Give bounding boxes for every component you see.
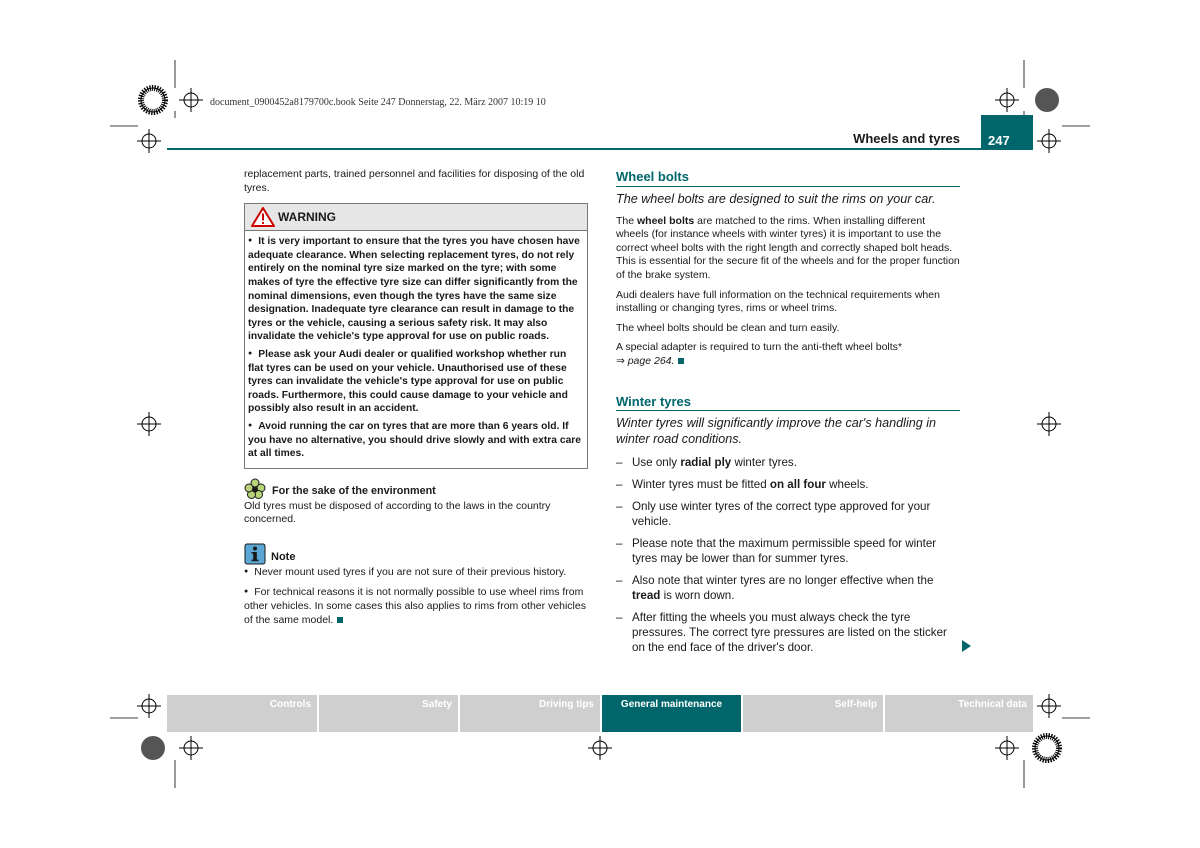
text: Winter tyres must be fitted	[632, 478, 770, 492]
note-item-text: For technical reasons it is not normally possible to use wheel rims from other vehicles. In some cases this also applies to rims from other vehicles of the same model.	[244, 586, 586, 626]
tab-controls[interactable]: Controls	[167, 695, 317, 732]
tab-driving-tips[interactable]: Driving tips	[460, 695, 600, 732]
wheel-bolts-para-4	[616, 341, 960, 368]
tab-general-maintenance[interactable]: General maintenance	[602, 695, 741, 732]
winter-tyres-subtitle: Winter tyres will significantly improve the car's handling in winter road conditions.	[616, 416, 937, 447]
page-reference-link[interactable]: ⇒ page 264.	[616, 354, 675, 367]
warning-item: ● It is very important to ensure that the tyres you have chosen have adequate clearance. When selecting replacement tyres, do not rely entirely on the nominal tyre size marked on the tyre; with some makes of tyre the effective tyre size can differ significantly from the nominal dimensions, even though the tyres have the same size designation. Inadequate tyre clearance can result in damage to the tyres or the vehicle, causing a serious safety risk. It may also invalidate the vehicle's type approval for use on public roads.	[248, 234, 583, 344]
continue-arrow-icon	[962, 640, 971, 652]
tab-safety[interactable]: Safety	[319, 695, 458, 732]
bold-term: wheel bolts	[637, 214, 695, 227]
flower-icon	[244, 478, 266, 500]
end-marker-icon	[337, 617, 343, 623]
header-rule	[167, 148, 1033, 150]
warning-item: ● Please ask your Audi dealer or qualified workshop whether run flat tyres can be used on your vehicle. Unauthorised use of these tyres can invalidate the vehicle's type approval for use on public roads. Furthermore, this could cause damage to your vehicle and possibly also result in an accident.	[248, 347, 583, 416]
right-column	[616, 168, 960, 662]
text: is worn down.	[660, 589, 735, 603]
winter-tyres-item	[616, 573, 960, 603]
winter-tyres-item: – After fitting the wheels you must always check the tyre pressures. The correct tyre pressures are listed on the sticker on the end face of the driver's door.	[616, 610, 960, 655]
note-title: Note	[271, 551, 296, 564]
page-title: Wheels and tyres	[853, 131, 960, 146]
page-number: 247	[988, 133, 1010, 148]
note-item	[244, 585, 588, 627]
environment-header	[244, 478, 588, 500]
winter-tyres-item: – Please note that the maximum permissible speed for winter tyres may be lower than for summer tyres.	[616, 536, 960, 566]
text: are matched to the rims. When installing different wheels (for instance wheels with winter tyres) it is important to use the correct wheel bolts with the right length and correctly shaped bolt heads. This is essential for the secure fit of the wheels and for the proper function of the brake system.	[616, 214, 960, 281]
warning-label: WARNING	[278, 210, 336, 225]
wheel-bolts-para-1	[616, 215, 960, 283]
warning-triangle-icon	[251, 207, 275, 227]
winter-tyres-item: – Only use winter tyres of the correct type approved for your vehicle.	[616, 499, 960, 529]
winter-tyres-item	[616, 477, 960, 492]
note-item: ● Never mount used tyres if you are not sure of their previous history.	[244, 565, 588, 580]
note-header	[244, 541, 588, 565]
print-slug: document_0900452a8179700c.book Seite 247 Donnerstag, 22. März 2007 10:19 10	[210, 97, 546, 108]
page-number-box	[981, 115, 1033, 149]
wheel-bolts-para-3: The wheel bolts should be clean and turn easily.	[616, 321, 840, 334]
text: A special adapter is required to turn the anti-theft wheel bolts*	[616, 341, 903, 354]
wheel-bolts-subtitle: The wheel bolts are designed to suit the rims on your car.	[616, 191, 936, 206]
bold-term: radial ply	[680, 456, 732, 470]
info-icon	[244, 543, 266, 565]
warning-body	[245, 231, 587, 468]
text: Use only	[632, 456, 681, 470]
warning-box	[244, 203, 588, 469]
tab-technical-data[interactable]: Technical data	[885, 695, 1033, 732]
warning-item: ● Avoid running the car on tyres that are more than 6 years old. If you have no alternative, you should drive slowly and with extra care at all times.	[248, 419, 583, 461]
environment-text: Old tyres must be disposed of according to the laws in the country concerned.	[244, 499, 551, 526]
intro-text: replacement parts, trained personnel and facilities for disposing of the old tyres.	[244, 168, 585, 194]
tab-self-help[interactable]: Self-help	[743, 695, 883, 732]
text: wheels.	[825, 478, 869, 492]
bold-term: on all four	[769, 478, 826, 492]
bold-term: tread	[632, 589, 661, 603]
winter-tyres-heading: Winter tyres	[616, 395, 960, 412]
winter-tyres-item	[616, 455, 960, 470]
left-column	[244, 168, 588, 633]
environment-title: For the sake of the environment	[272, 485, 436, 498]
text: Also note that winter tyres are no longer effective when the	[632, 574, 934, 588]
end-marker-icon	[678, 358, 684, 364]
wheel-bolts-para-2: Audi dealers have full information on the technical requirements when installing or changing tyres, rims or wheel trims.	[616, 288, 940, 315]
wheel-bolts-heading: Wheel bolts	[616, 170, 960, 187]
warning-header	[245, 204, 587, 231]
text: winter tyres.	[731, 456, 797, 470]
text: The	[616, 214, 638, 227]
